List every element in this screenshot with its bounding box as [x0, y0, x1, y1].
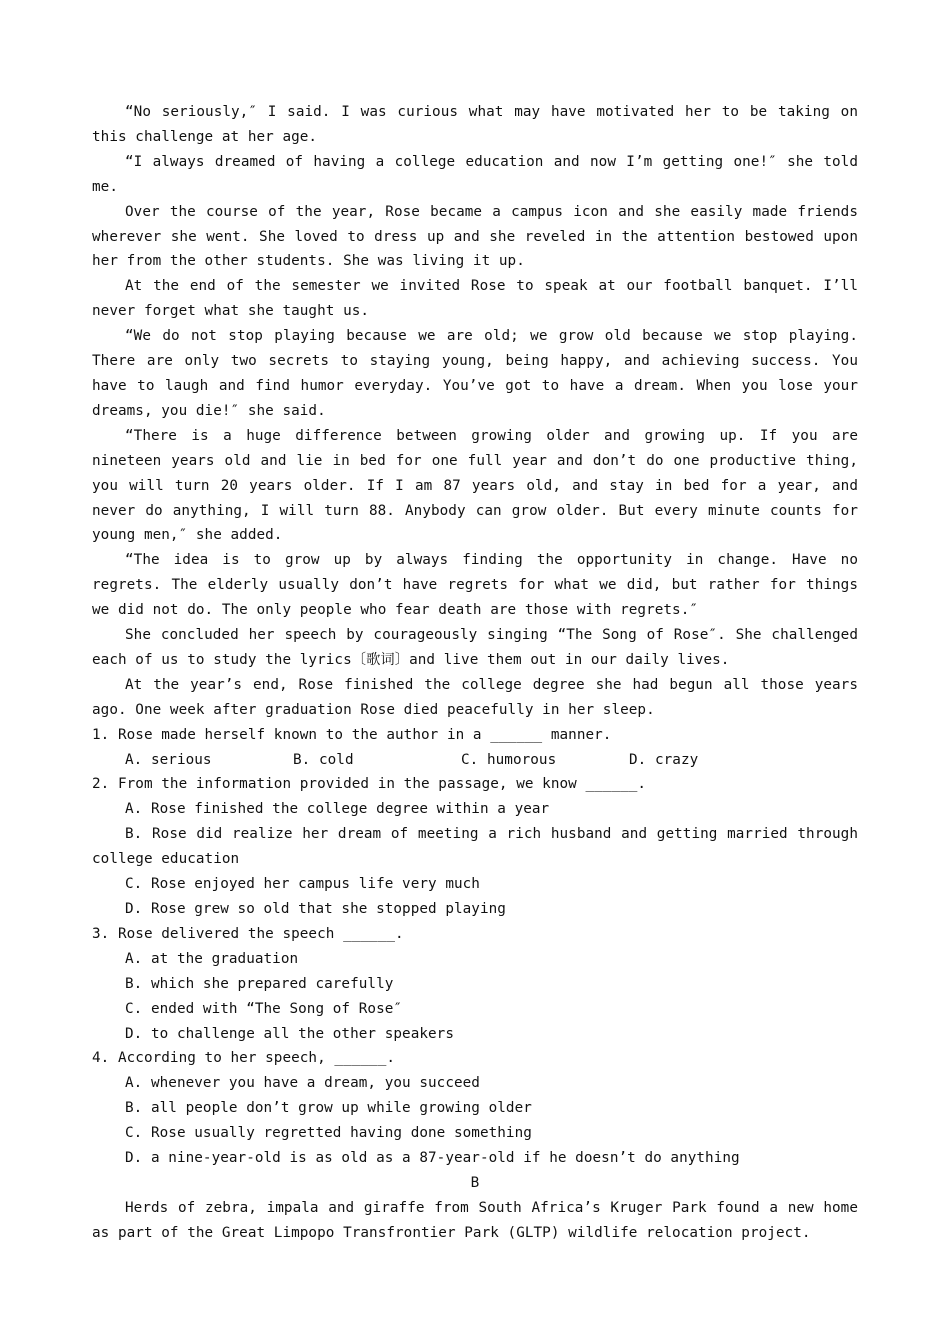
- option-c: C. ended with “The Song of Rose″: [125, 1000, 403, 1017]
- passage-paragraph: “I always dreamed of having a college education and now I’m getting one!″ she told me.: [92, 153, 858, 195]
- passage-paragraph: Over the course of the year, Rose became a campus icon and she easily made friends wherever she went. She loved to dress up and she reveled in the attention bestowed upon her from the other students. She was living it up.: [92, 203, 858, 270]
- option-b: B. which she prepared carefully: [125, 975, 394, 992]
- passage-paragraph: At the year’s end, Rose finished the college degree she had begun all those years ago. One week after graduation Rose died peacefully in her sleep.: [92, 676, 858, 718]
- option-b: B. all people don’t grow up while growing older: [125, 1100, 532, 1117]
- document-page: [92, 100, 858, 1246]
- option-b: B. Rose did realize her dream of meeting a rich husband and getting married through college education: [92, 826, 858, 868]
- option-c: C. Rose usually regretted having done something: [125, 1125, 532, 1142]
- passage-paragraph: She concluded her speech by courageously singing “The Song of Rose″. She challenged each of us to study the lyrics〔歌词〕and live them out in our daily lives.: [92, 627, 858, 668]
- section-heading: B: [470, 1174, 480, 1191]
- option-d: D. to challenge all the other speakers: [125, 1025, 454, 1042]
- passage-paragraph: “No seriously,″ I said. I was curious what may have motivated her to be taking on this challenge at her age.: [92, 104, 858, 145]
- question-stem: 3. Rose delivered the speech ______.: [92, 925, 404, 942]
- question-stem: 2. From the information provided in the passage, we know ______.: [92, 776, 647, 793]
- option-a: A. whenever you have a dream, you succeed: [125, 1075, 480, 1092]
- option-a: A. Rose finished the college degree within a year: [125, 801, 550, 818]
- passage-paragraph: “There is a huge difference between growing older and growing up. If you are nineteen years old and lie in bed for one full year and don’t do one productive thing, you will turn 20 years older. If I am 87 years old, and stay in bed for a year, and never do anything, I will turn 88. Anybody can grow older. But every minute counts for young men,″ she added.: [92, 427, 858, 544]
- passage-paragraph: At the end of the semester we invited Rose to speak at our football banquet. I’ll never forget what she taught us.: [92, 278, 858, 320]
- option-c: C. humorous: [461, 751, 557, 768]
- option-b: B. cold: [293, 751, 354, 768]
- option-a: A. at the graduation: [125, 950, 299, 967]
- option-d: D. Rose grew so old that she stopped playing: [125, 901, 506, 917]
- question-stem: 4. According to her speech, ______.: [92, 1050, 396, 1067]
- question-stem: 1. Rose made herself known to the author in a ______ manner.: [92, 726, 612, 743]
- option-d: D. a nine-year-old is as old as a 87-year-old if he doesn’t do anything: [125, 1150, 740, 1167]
- option-d: D. crazy: [629, 751, 699, 768]
- passage-paragraph: “The idea is to grow up by always finding the opportunity in change. Have no regrets. The elderly usually don’t have regrets for what we did, but rather for things we did not do. The only people who fear death are those with regrets.″: [92, 552, 858, 619]
- question-options: [92, 748, 858, 773]
- passage-paragraph: “We do not stop playing because we are old; we grow old because we stop playing. There are only two secrets to staying young, being happy, and achieving success. You have to laugh and find humor everyday. You’ve got to have a dream. When you lose your dreams, you die!″ she said.: [92, 328, 858, 419]
- option-c: C. Rose enjoyed her campus life very much: [125, 876, 480, 893]
- option-a: A. serious: [125, 751, 212, 768]
- passage-paragraph: Herds of zebra, impala and giraffe from South Africa’s Kruger Park found a new home as part of the Great Limpopo Transfrontier Park (GLTP) wildlife relocation project.: [92, 1199, 858, 1241]
